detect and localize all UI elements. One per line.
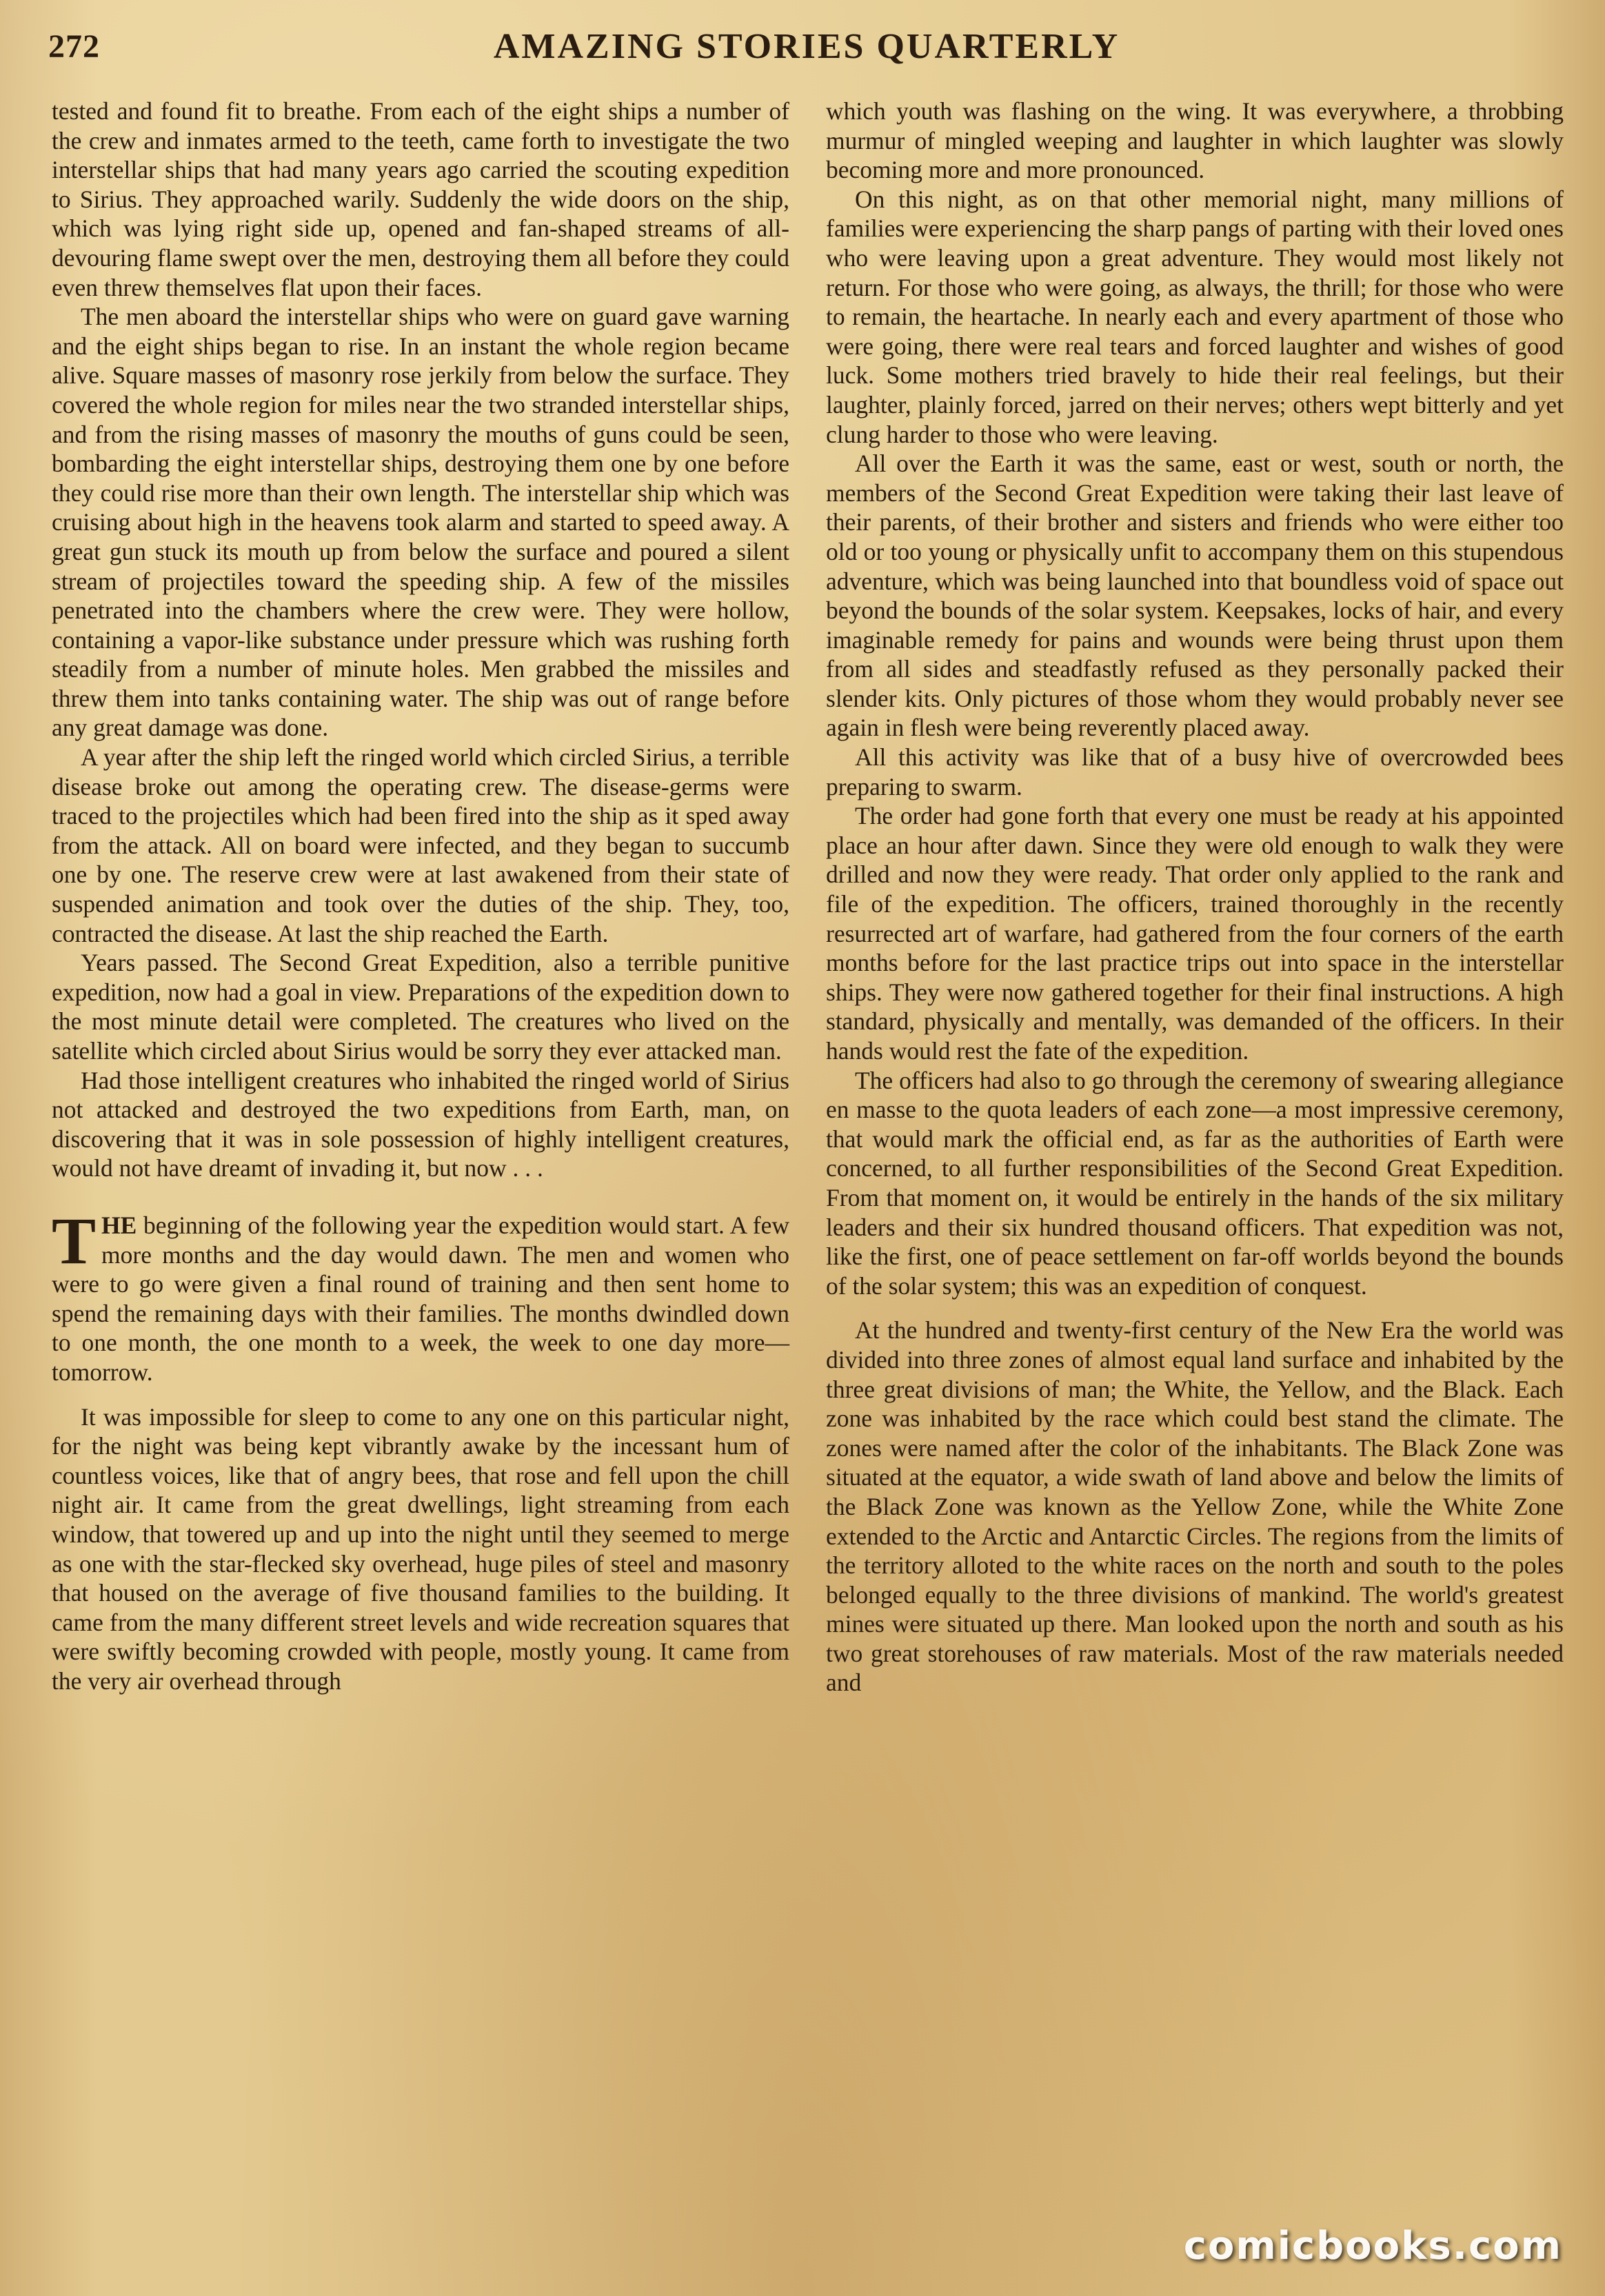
section-break	[52, 1183, 789, 1211]
right-column	[826, 97, 1564, 1698]
paragraph: A year after the ship left the ringed world which circled Sirius, a terrible disease broke out among the operating crew. The disease-germs were traced to the projectiles which had been fired into the ship as it sped away from the attack. All on board were infected, and they began to succumb one by one. The reserve crew were at last awakened from their state of suspended animation and took over the duties of the ship. They, too, contracted the disease. At last the ship reached the Earth.	[52, 743, 789, 947]
paragraph: It was impossible for sleep to come to any one on this particular night, for the night was being kept vibrantly awake by the incessant hum of countless voices, like that of angry bees, that rose and fell upon the chill night air. It came from the great dwellings, light streaming from each window, that towered up and up into the night until they seemed to merge as one with the star-flecked sky overhead, huge piles of steel and masonry that housed on the average of five thousand families to the building. It came from the many different street levels and wide recreation squares that were swiftly becoming crowded with people, mostly young. It came from the very air overhead through	[52, 1402, 789, 1695]
paragraph: The order had gone forth that every one must be ready at his appointed place an hour after dawn. Since they were old enough to walk they were drilled and now they were ready. That order only applied to the rank and file of the expedition. The officers, trained thoroughly in the recently resurrected art of warfare, had gathered from the four corners of the earth months before for the last practice trips out into space in the interstellar ships. They were now gathered together for their final instructions. A high standard, physically and mentally, was demanded of the officers. In their hands would rest the fate of the expedition.	[826, 802, 1564, 1065]
paragraph: All over the Earth it was the same, east or west, south or north, the members of the Second Great Expedition were taking their last leave of their parents, of their brother and sisters and friends who were either too old or too young or physically unfit to accompany them on this stupendous adventure, which was being launched into that boundless void of space out beyond the bounds of the solar system. Keepsakes, locks of hair, and every imaginable remedy for pains and wounds were being thrust upon them from all sides and steadfastly refused as they personally packed their slender kits. Only pictures of those whom they would probably never see again in flesh were being reverently placed away.	[826, 450, 1564, 742]
page-number: 272	[48, 28, 100, 65]
watermark: comicbooks.com	[1183, 2224, 1562, 2268]
magazine-title: AMAZING STORIES QUARTERLY	[493, 27, 1120, 66]
paragraph-with-dropcap	[52, 1203, 789, 1387]
paragraph: All this activity was like that of a busy hive of overcrowded bees preparing to swarm.	[826, 743, 1564, 800]
left-column	[52, 97, 789, 1695]
paragraph: At the hundred and twenty-first century of the New Era the world was divided into three zones of almost equal land surface and inhabited by the three great divisions of man; the White, the Yellow, and the Black. Each zone was inhabited by the race which could best stand the climate. The zones were named after the color of the inhabitants. The Black Zone was situated at the equator, a wide swath of land above and below the limits of the Black Zone was known as the Yellow Zone, while the White Zone extended to the Arctic and Antarctic Circles. The regions from the limits of the territory alloted to the white races on the north and south to the poles belonged equally to the three divisions of mankind. The world's greatest mines were situated up there. Man looked upon the north and south as his two great storehouses of raw materials. Most of the raw materials needed and	[826, 1316, 1564, 1697]
paragraph: which youth was flashing on the wing. It was everywhere, a throbbing murmur of mingled weeping and laughter in which laughter was slowly becoming more and more pronounced.	[826, 97, 1564, 184]
paragraph: tested and found fit to breathe. From each of the eight ships a number of the crew and inmates armed to the teeth, came forth to investigate the two interstellar ships that had many years ago carried the scouting expedition to Sirius. They approached warily. Suddenly the wide doors on the ship, which was lying right side up, opened and fan-shaped streams of all-devouring flame swept over the men, destroying them all before they could even threw themselves flat upon their faces.	[52, 97, 789, 301]
paragraph: Had those intelligent creatures who inhabited the ringed world of Sirius not attacked and destroyed the two expeditions from Earth, man, on discovering that it was in sole possession of highly intelligent creatures, would not have dreamt of invading it, but now . . .	[52, 1066, 789, 1182]
paragraph: Years passed. The Second Great Expedition, also a terrible punitive expedition, now had a goal in view. Preparations of the expedition down to the most minute detail were completed. The creatures who lived on the satellite which circled about Sirius would be sorry they ever attacked man.	[52, 949, 789, 1065]
page-header	[48, 21, 1565, 76]
paragraph: The men aboard the interstellar ships who were on guard gave warning and the eight ships began to rise. In an instant the whole region became alive. Square masses of masonry rose jerkily from below the surface. They covered the whole region for miles near the two stranded interstellar ships, and from the rising masses of masonry the mouths of guns could be seen, bombarding the eight interstellar ships, destroying them one by one before they could rise more than their own length. The interstellar ship which was cruising about high in the heavens took alarm and started to speed away. A great gun stuck its mouth up from below the surface and poured a silent stream of projectiles toward the speeding ship. A few of the missiles penetrated into the chambers where the crew were. They were hollow, containing a vapor-like substance under pressure which was rushing forth steadily from a number of minute holes. Men grabbed the missiles and threw them into tanks containing water. The ship was out of range before any great damage was done.	[52, 303, 789, 742]
paragraph: The officers had also to go through the ceremony of swearing allegiance en masse to the quota leaders of each zone—a most impressive ceremony, that would mark the official end, as far as the authorities of Earth were concerned, to all further responsibilities of the Second Great Expedition. From that moment on, it would be entirely in the hands of the six military leaders and their six hundred thousand officers. That expedition was not, like the first, one of peace settlement on far-off worlds beyond the bounds of the solar system; this was an expedition of conquest.	[826, 1066, 1564, 1300]
drop-cap-continuation: HE	[101, 1211, 137, 1239]
drop-cap: T	[52, 1203, 97, 1278]
paragraph: On this night, as on that other memorial night, many millions of families were experiencing the sharp pangs of parting with their loved ones who were leaving upon a great adventure. They would most likely not return. For those who were going, as always, the thrill; for those who were to remain, the heartache. In nearly each and every apartment of those who were going, there were real tears and forced laughter and wishes of good luck. Some mothers tried bravely to hide their real feelings, but their laughter, plainly forced, jarred on their nerves; others wept bitterly and yet clung harder to those who were leaving.	[826, 185, 1564, 448]
paragraph-text: beginning of the following year the expedition would start. A few more months and the day would dawn. The men and women who were to go were given a final round of training and then sent home to spend the remaining days with their families. The months dwindled down to one month, the one month to a week, the week to one day more—tomorrow.	[52, 1211, 789, 1386]
